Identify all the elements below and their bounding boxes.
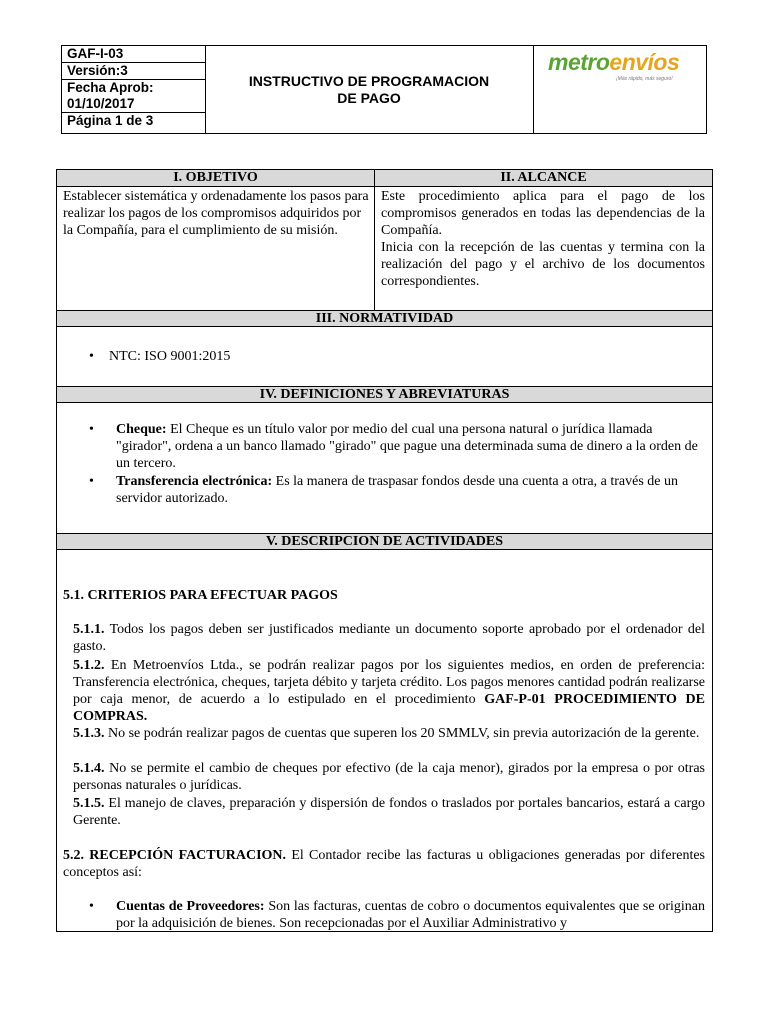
descripcion-title: V. DESCRIPCION DE ACTIVIDADES [57,533,712,550]
definition-cheque: • Cheque: El Cheque es un título valor por medio del cual una persona natural o jurídica llamada "girador", ordena a un banco llamado "girado" que pague una determinada suma de dinero a la orden de un tercero. [89,422,698,471]
page-number: Página 1 de 3 [67,113,154,128]
document-header [61,45,707,134]
doc-title [205,46,534,133]
section-5-1-title: 5.1. CRITERIOS PARA EFECTUAR PAGOS [63,588,338,603]
company-logo [534,46,706,133]
definiciones-title: IV. DEFINICIONES Y ABREVIATURAS [57,386,712,403]
item-5-1-4: 5.1.4. No se permite el cambio de cheques por efectivo (de la caja menor), girados por la empresa o por otras personas naturales o jurídicas. [73,761,706,793]
normatividad-item: • NTC: ISO 9001:2015 [89,349,231,364]
procedure-table [56,169,713,932]
item-5-1-3: 5.1.3. No se podrán realizar pagos de cuentas que superen los 20 SMMLV, sin previa autorización de la gerente. [73,726,700,741]
column-divider [374,170,375,310]
section-5-2: 5.2. RECEPCIÓN FACTURACION. El Contador recibe las facturas u obligaciones generadas por diferentes conceptos así: [63,848,705,880]
objetivo-text: Establecer sistemática y ordenadamente los pasos para realizar los pagos de los compromisos adquiridos por la Compañía, para el cumplimiento de su misión. [63,189,369,238]
item-5-1-5: 5.1.5. El manejo de claves, preparación y dispersión de fondos o traslados por portales bancarios, estará a cargo Gerente. [73,796,705,828]
doc-title-line1: INSTRUCTIVO DE PROGRAMACION [248,72,490,89]
logo-wordmark: metroenvíos [548,49,680,75]
header-meta [62,46,206,133]
objetivo-title: I. OBJETIVO [173,170,258,185]
logo-tagline: ¡Más rápido, más seguro! [616,76,673,82]
doc-title-line2: DE PAGO [337,89,401,106]
item-5-1-2: 5.1.2. En Metroenvíos Ltda., se podrán realizar pagos por los siguientes medios, en orden de preferencia: Transferencia electrónica, cheques, tarjeta débito y tarjeta crédito. Los pagos menores cantidad podrán realizarse por caja menor, de acuerdo a lo estipulado en el procedimiento GAF-P-01 PROCEDIMIENTO DE COMPRAS. [73,658,706,724]
item-5-1-1: 5.1.1. Todos los pagos deben ser justificados mediante un documento soporte aprobado por el ordenador del gasto. [73,622,706,654]
alcance-text-1: Este procedimiento aplica para el pago de los compromisos generados en todas las dependencias de la Compañía. [381,189,705,238]
proveedores-item: • Cuentas de Proveedores: Son las facturas, cuentas de cobro o documentos equivalentes que se originan por la adquisición de bienes. Son recepcionadas por el Auxiliar Administrativo y [89,899,706,931]
approval-label: Fecha Aprob: [67,80,154,95]
doc-version: Versión:3 [62,63,205,80]
objetivo-alcance-header [57,170,712,187]
doc-code: GAF-I-03 [62,46,205,63]
approval-date: 01/10/2017 [62,96,205,113]
definition-transferencia: • Transferencia electrónica: Es la manera de traspasar fondos desde una cuenta a otra, a través de un servidor autorizado. [89,474,678,506]
alcance-text-2: Inicia con la recepción de las cuentas y termina con la realización del pago y el archivo de los documentos correspondientes. [381,240,705,289]
normatividad-title: III. NORMATIVIDAD [57,310,712,327]
alcance-title: II. ALCANCE [500,170,587,185]
